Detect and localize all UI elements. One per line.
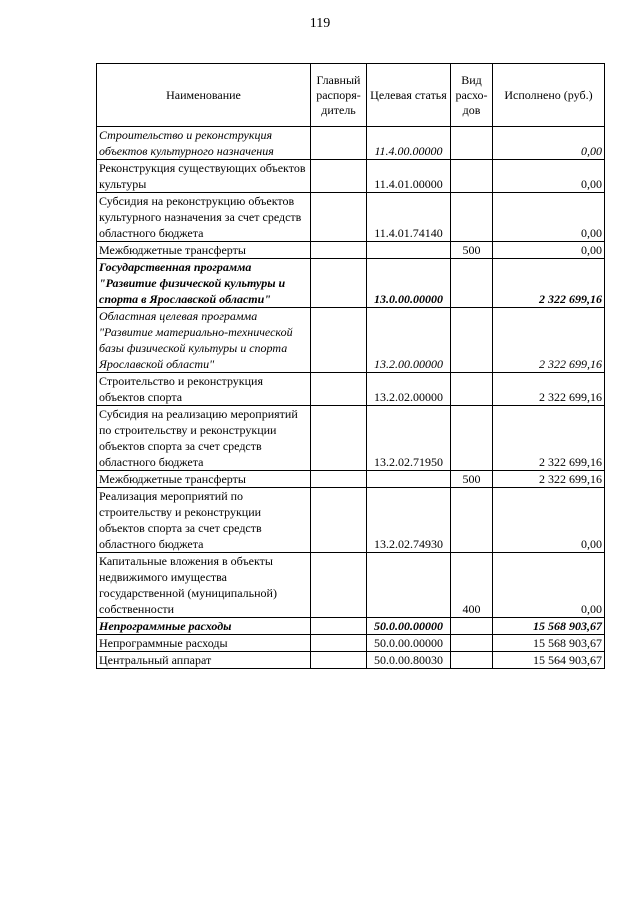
cell-expense-type — [451, 488, 493, 553]
cell-executed-amount: 2 322 699,16 — [493, 471, 605, 488]
cell-executed-amount: 0,00 — [493, 242, 605, 259]
cell-expense-type — [451, 406, 493, 471]
cell-executed-amount: 2 322 699,16 — [493, 373, 605, 406]
cell-main-manager — [311, 618, 367, 635]
cell-executed-amount: 0,00 — [493, 127, 605, 160]
cell-expense-type: 400 — [451, 553, 493, 618]
table-row — [97, 160, 605, 193]
cell-name: Непрограммные расходы — [97, 635, 311, 652]
cell-expense-type — [451, 652, 493, 669]
table-row — [97, 652, 605, 669]
cell-target-article: 11.4.01.74140 — [367, 193, 451, 242]
cell-executed-amount: 2 322 699,16 — [493, 406, 605, 471]
table-row — [97, 193, 605, 242]
cell-executed-amount: 15 564 903,67 — [493, 652, 605, 669]
cell-executed-amount: 15 568 903,67 — [493, 635, 605, 652]
table-header-row — [97, 64, 605, 127]
cell-main-manager — [311, 127, 367, 160]
cell-expense-type — [451, 618, 493, 635]
cell-name: Непрограммные расходы — [97, 618, 311, 635]
cell-target-article: 50.0.00.80030 — [367, 652, 451, 669]
cell-main-manager — [311, 488, 367, 553]
cell-expense-type — [451, 373, 493, 406]
table-row — [97, 553, 605, 618]
cell-expense-type — [451, 160, 493, 193]
cell-name: Капитальные вложения в объекты недвижимого имущества государственной (муниципальной) собственности — [97, 553, 311, 618]
header-name: Наименование — [97, 64, 311, 127]
table-row — [97, 308, 605, 373]
cell-executed-amount: 2 322 699,16 — [493, 259, 605, 308]
cell-expense-type — [451, 259, 493, 308]
table-row — [97, 635, 605, 652]
cell-main-manager — [311, 553, 367, 618]
cell-name: Областная целевая программа "Развитие материально-технической базы физической культуры и спорта Ярославской области" — [97, 308, 311, 373]
cell-name: Строительство и реконструкция объектов спорта — [97, 373, 311, 406]
cell-target-article: 13.2.02.00000 — [367, 373, 451, 406]
table-row — [97, 242, 605, 259]
cell-executed-amount: 15 568 903,67 — [493, 618, 605, 635]
cell-target-article: 11.4.00.00000 — [367, 127, 451, 160]
cell-name: Субсидия на реализацию мероприятий по строительству и реконструкции объектов спорта за счет средств областного бюджета — [97, 406, 311, 471]
cell-expense-type — [451, 308, 493, 373]
cell-executed-amount: 0,00 — [493, 160, 605, 193]
cell-name: Межбюджетные трансферты — [97, 471, 311, 488]
header-main-manager: Главный распоря-дитель — [311, 64, 367, 127]
cell-name: Центральный аппарат — [97, 652, 311, 669]
cell-target-article: 13.0.00.00000 — [367, 259, 451, 308]
cell-expense-type: 500 — [451, 242, 493, 259]
cell-expense-type: 500 — [451, 471, 493, 488]
cell-main-manager — [311, 259, 367, 308]
cell-expense-type — [451, 193, 493, 242]
table-row — [97, 259, 605, 308]
cell-main-manager — [311, 160, 367, 193]
cell-main-manager — [311, 635, 367, 652]
cell-target-article: 13.2.00.00000 — [367, 308, 451, 373]
cell-name: Строительство и реконструкция объектов культурного назначения — [97, 127, 311, 160]
cell-name: Реализация мероприятий по строительству и реконструкции объектов спорта за счет средств областного бюджета — [97, 488, 311, 553]
table-row — [97, 406, 605, 471]
header-executed-amount: Исполнено (руб.) — [493, 64, 605, 127]
cell-target-article: 11.4.01.00000 — [367, 160, 451, 193]
cell-main-manager — [311, 373, 367, 406]
cell-main-manager — [311, 308, 367, 373]
cell-target-article — [367, 242, 451, 259]
table-row — [97, 488, 605, 553]
cell-main-manager — [311, 193, 367, 242]
table-row — [97, 471, 605, 488]
cell-main-manager — [311, 471, 367, 488]
cell-main-manager — [311, 652, 367, 669]
cell-expense-type — [451, 635, 493, 652]
page-number: 119 — [309, 16, 331, 31]
cell-target-article: 50.0.00.00000 — [367, 635, 451, 652]
cell-executed-amount: 0,00 — [493, 553, 605, 618]
cell-executed-amount: 0,00 — [493, 488, 605, 553]
cell-main-manager — [311, 406, 367, 471]
header-expense-type: Вид расхо-дов — [451, 64, 493, 127]
cell-target-article: 50.0.00.00000 — [367, 618, 451, 635]
budget-table — [96, 63, 605, 669]
cell-executed-amount: 0,00 — [493, 193, 605, 242]
cell-target-article: 13.2.02.71950 — [367, 406, 451, 471]
cell-name: Реконструкция существующих объектов культуры — [97, 160, 311, 193]
cell-target-article — [367, 553, 451, 618]
table-row — [97, 618, 605, 635]
table-row — [97, 127, 605, 160]
cell-name: Межбюджетные трансферты — [97, 242, 311, 259]
table-row — [97, 373, 605, 406]
cell-executed-amount: 2 322 699,16 — [493, 308, 605, 373]
cell-target-article: 13.2.02.74930 — [367, 488, 451, 553]
cell-target-article — [367, 471, 451, 488]
table-body — [97, 127, 605, 669]
cell-name: Государственная программа "Развитие физической культуры и спорта в Ярославской области" — [97, 259, 311, 308]
cell-main-manager — [311, 242, 367, 259]
cell-name: Субсидия на реконструкцию объектов культурного назначения за счет средств областного бюджета — [97, 193, 311, 242]
cell-expense-type — [451, 127, 493, 160]
header-target-article: Целевая статья — [367, 64, 451, 127]
